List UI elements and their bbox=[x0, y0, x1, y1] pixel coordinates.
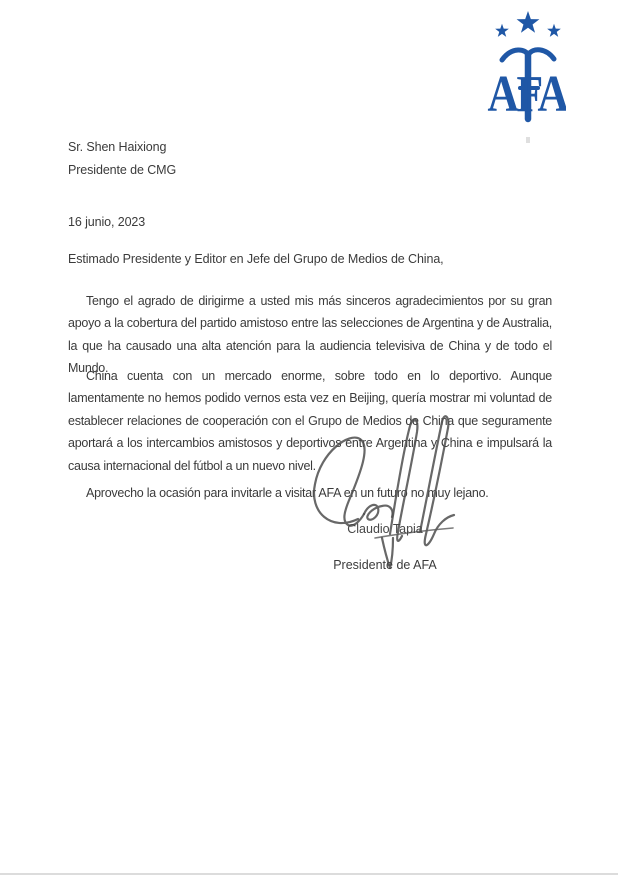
letter-date: 16 junio, 2023 bbox=[68, 215, 146, 229]
star-icon bbox=[547, 24, 561, 37]
salutation: Estimado Presidente y Editor en Jefe del Grupo de Medios de China, bbox=[68, 252, 444, 266]
paragraph-1: Tengo el agrado de dirigirme a usted mis más sinceros agradecimientos por su gran apoyo a la cobertura del partido amistoso entre las selecciones de Argentina y de Australia, la que ha causado una alta atención para la audiencia televisiva de China y de todo el Mundo. bbox=[68, 294, 552, 376]
recipient-title: Presidente de CMG bbox=[68, 163, 177, 177]
star-icon bbox=[495, 24, 509, 37]
recipient-block bbox=[68, 136, 176, 182]
star-icon bbox=[517, 11, 540, 33]
paragraph-3: Aprovecho la ocasión para invitarle a visitar AFA en un futuro no muy lejano. bbox=[86, 486, 489, 500]
logo-stars bbox=[495, 11, 561, 37]
logo-letters: AFA bbox=[487, 65, 566, 123]
afa-logo bbox=[486, 8, 566, 126]
paragraph-2: China cuenta con un mercado enorme, sobre todo en lo deportivo. Aunque lamentamente no hemos podido vernos esta vez en Beijing, quería mostrar mi voluntad de establecer relaciones de cooperación con el Grupo de Medios de China que seguramente aportará a los intercambios amistosos y deportivos entre Argentina y China e impulsará la causa internacional del fútbol a un nuevo nivel. bbox=[68, 369, 552, 473]
signer-name: Claudio Tapia bbox=[347, 522, 423, 536]
afa-crest-icon bbox=[486, 8, 566, 126]
recipient-name: Sr. Shen Haixiong bbox=[68, 140, 167, 154]
signer-title: Presidente de AFA bbox=[333, 558, 437, 572]
logo-registered-mark bbox=[526, 137, 530, 143]
